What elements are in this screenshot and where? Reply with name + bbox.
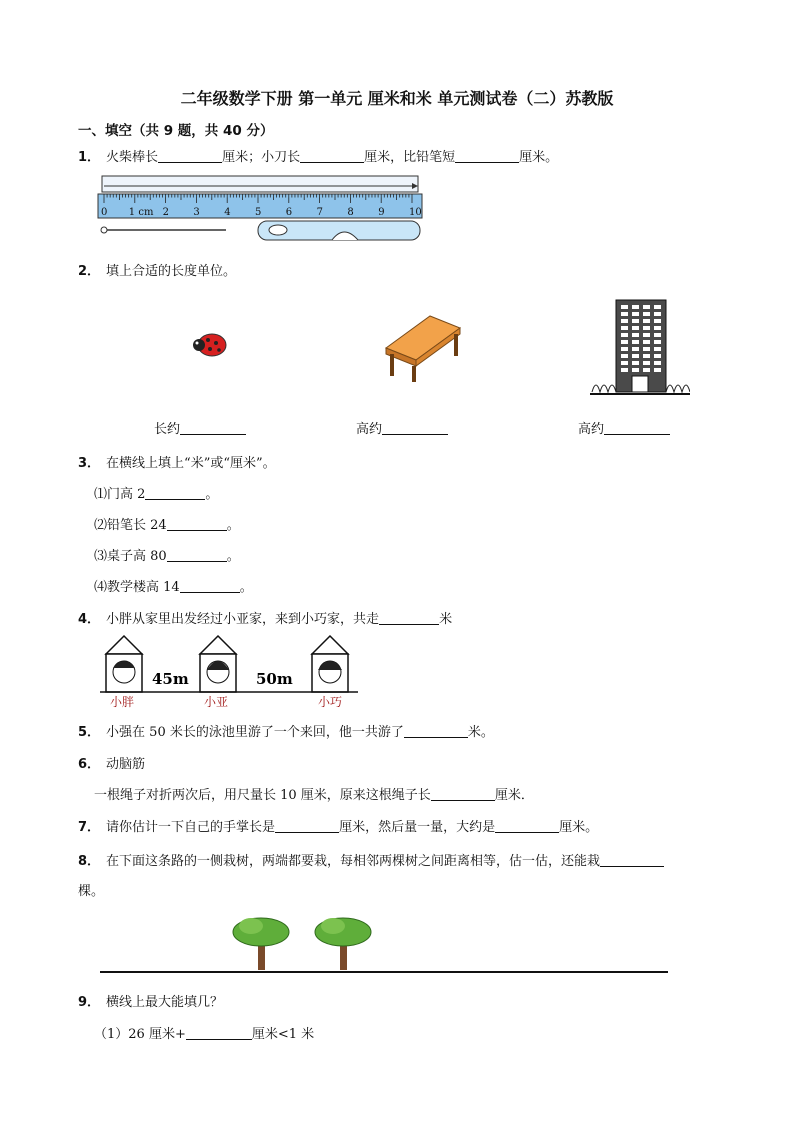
q1-text-1: 火柴棒长 xyxy=(106,150,159,165)
question-9 xyxy=(78,991,223,1010)
ruler-tick-label: 9 xyxy=(378,207,385,218)
distance-label: 45m xyxy=(152,670,189,688)
tree xyxy=(315,918,371,970)
section-heading: 一、填空（共 9 题，共 40 分） xyxy=(78,123,274,139)
houses-figure xyxy=(100,634,360,710)
ruler-tick-label: 2 xyxy=(162,207,169,218)
q3-item: ⑴门高 2 。 xyxy=(94,487,219,502)
q7-text-1: 请你估计一下自己的手掌长是 xyxy=(106,820,276,835)
q5-text-2: 米。 xyxy=(467,725,494,740)
q2-label-building: 高约 xyxy=(578,418,670,437)
ruler-figure xyxy=(96,174,426,246)
distance-label: 50m xyxy=(256,670,293,688)
answer-blank[interactable] xyxy=(404,723,468,738)
ruler-tick-label: 8 xyxy=(347,207,354,218)
question-number: 1． xyxy=(78,150,101,165)
q1-text-3: 厘米，比铅笔短 xyxy=(364,150,456,165)
q4-text-1: 小胖从家里出发经过小亚家，来到小巧家，共走 xyxy=(106,612,380,627)
question-number: 6． xyxy=(78,757,101,772)
answer-blank[interactable] xyxy=(158,148,222,163)
q7-text-3: 厘米。 xyxy=(559,820,599,835)
question-number: 5． xyxy=(78,725,101,740)
question-3 xyxy=(78,452,276,471)
tree xyxy=(233,918,289,970)
q3-text: 在横线上填上“米”或“厘米”。 xyxy=(106,456,276,471)
q7-text-2: 厘米，然后量一量，大约是 xyxy=(339,820,496,835)
q8-text-2: 棵。 xyxy=(78,884,105,899)
answer-blank[interactable] xyxy=(167,516,227,531)
question-5 xyxy=(78,721,494,740)
ruler-tick-label: 7 xyxy=(316,207,323,218)
house-xiaoya xyxy=(200,636,236,692)
ruler-tick-label: 10 xyxy=(409,207,422,218)
ladybug-image xyxy=(190,330,230,360)
ruler-tick-label: 3 xyxy=(193,207,200,218)
answer-blank[interactable] xyxy=(379,610,439,625)
answer-blank[interactable] xyxy=(275,818,339,833)
building-image xyxy=(590,296,690,400)
q4-text-2: 米 xyxy=(439,612,453,627)
q2-label-table: 高约 xyxy=(356,418,448,437)
q3-item: ⑶桌子高 80 。 xyxy=(94,549,240,564)
q6-body: 一根绳子对折两次后，用尺量长 10 厘米，原来这根绳子长 厘米． xyxy=(94,788,534,803)
ruler-tick-label: 4 xyxy=(224,207,231,218)
question-4 xyxy=(78,608,452,627)
ruler-tick-label: 6 xyxy=(285,207,293,218)
ruler-tick-label: 0 xyxy=(101,207,108,218)
answer-blank[interactable] xyxy=(180,578,240,593)
q3-item: ⑵铅笔长 24 。 xyxy=(94,518,240,533)
ruler-tick-label: 1 cm xyxy=(128,207,154,218)
answer-blank[interactable] xyxy=(300,148,364,163)
question-8 xyxy=(78,847,728,907)
name-label: 小巧 xyxy=(318,695,343,709)
house-xiaoqiao xyxy=(312,636,348,692)
table-image xyxy=(384,312,464,384)
question-number: 7． xyxy=(78,820,101,835)
question-number: 2． xyxy=(78,264,101,279)
name-label: 小胖 xyxy=(110,695,135,709)
q5-text-1: 小强在 50 米长的泳池里游了一个来回，他一共游了 xyxy=(106,725,404,740)
answer-blank[interactable] xyxy=(167,547,227,562)
question-6 xyxy=(78,753,145,772)
question-number: 4． xyxy=(78,612,101,627)
question-number: 3． xyxy=(78,456,101,471)
q2-label-ladybug: 长约 xyxy=(154,418,246,437)
q9-text: 横线上最大能填几？ xyxy=(106,995,224,1010)
answer-blank[interactable] xyxy=(180,420,246,435)
ruler-tick-label: 5 xyxy=(255,207,262,218)
answer-blank[interactable] xyxy=(145,485,205,500)
answer-blank[interactable] xyxy=(495,818,559,833)
answer-blank[interactable] xyxy=(455,148,519,163)
q1-text-2: 厘米；小刀长 xyxy=(222,150,301,165)
q1-text-4: 厘米。 xyxy=(519,150,559,165)
answer-blank[interactable] xyxy=(604,420,670,435)
question-7 xyxy=(78,816,598,835)
q2-text: 填上合适的长度单位。 xyxy=(106,264,237,279)
question-2 xyxy=(78,260,236,279)
question-number: 8． xyxy=(78,854,101,869)
house-xiaopang xyxy=(106,636,142,692)
road-trees-figure xyxy=(98,910,670,978)
q3-item: ⑷教学楼高 14 。 xyxy=(94,580,253,595)
question-1 xyxy=(78,146,558,165)
answer-blank[interactable] xyxy=(186,1025,252,1040)
answer-blank[interactable] xyxy=(600,852,664,867)
page-title: 二年级数学下册 第一单元 厘米和米 单元测试卷（二）苏教版 xyxy=(180,89,614,108)
q6-text: 动脑筋 xyxy=(106,757,146,772)
q9-item: （1）26 厘米+ 厘米<1 米 xyxy=(94,1027,315,1042)
name-label: 小亚 xyxy=(204,695,229,709)
answer-blank[interactable] xyxy=(382,420,448,435)
question-number: 9． xyxy=(78,995,101,1010)
answer-blank[interactable] xyxy=(431,786,495,801)
q8-text-1: 在下面这条路的一侧栽树，两端都要栽，每相邻两棵树之间距离相等，估一估，还能栽 xyxy=(106,854,601,869)
